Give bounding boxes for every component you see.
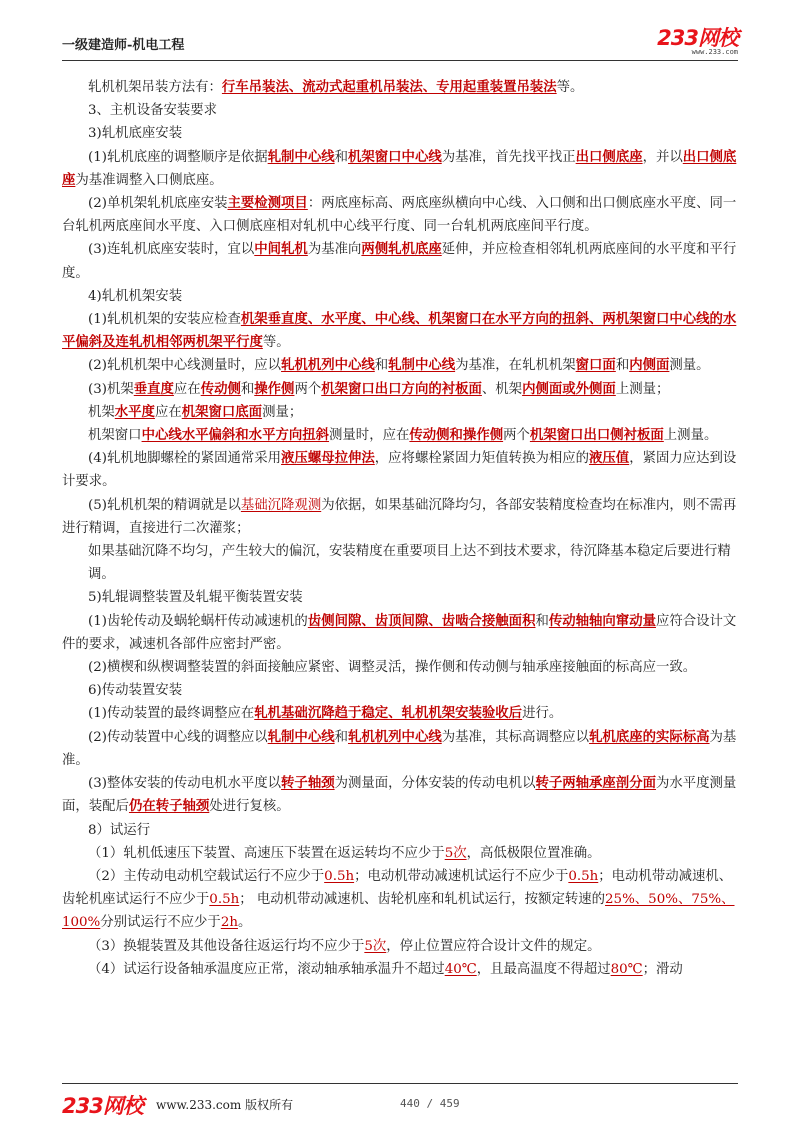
key-term: 传动侧 (200, 380, 241, 397)
text-run: 为基准，在轧机机架 (455, 358, 576, 374)
key-term: 齿侧间隙、齿顶间隙、齿啮合接触面积 (307, 612, 536, 629)
paragraph (62, 772, 742, 818)
text-run: ，且最高温度不得超过 (476, 961, 611, 977)
text-run: 延伸，并应检查相邻轧机两底座间的水平度和平行度。 (62, 242, 737, 281)
text-run: 5)轧辊调整装置及轧辊平衡装置安装 (88, 590, 303, 606)
text-run: 为依据，如果基础沉降均匀，各部安装精度检查均在标准内，则不需再进行精调，直接进行二次灌浆； (62, 497, 737, 536)
text-run: (5)轧机机架的精调就是以 (88, 497, 241, 513)
text-run: （3）换辊装置及其他设备往返运行均不应少于 (88, 938, 365, 954)
key-term: 出口侧底座 (575, 148, 643, 165)
key-term: 轧制中心线 (388, 357, 456, 374)
key-term: 5次 (444, 845, 467, 861)
footer-logo[interactable]: 233网校 (62, 1094, 143, 1118)
text-run: 4)轧机机架安装 (88, 288, 183, 304)
text-run: (4)轧机地脚螺栓的紧固通常采用 (88, 451, 282, 467)
key-term: 垂直度 (133, 380, 174, 397)
key-term: 80℃ (610, 961, 643, 977)
paragraph (62, 192, 742, 238)
header-divider (62, 60, 738, 61)
text-run: (3)机架 (88, 381, 134, 397)
key-term: 25%、50%、75%、100% (62, 892, 735, 931)
text-run: 两个 (503, 428, 530, 444)
key-term: 机架窗口底面 (181, 403, 263, 420)
paragraph (88, 819, 742, 842)
text-run: 和 (334, 149, 348, 165)
key-term: 机架窗口出口方向的衬板面 (321, 380, 482, 397)
paragraph (88, 842, 742, 865)
text-run: (1)传动装置的最终调整应在 (88, 706, 255, 722)
key-term: 轧制中心线 (267, 148, 335, 165)
key-term: 机架垂直度、水平度、中心线、机架窗口在水平方向的扭斜、两机架窗口中心线的水平偏斜及连轧机相邻两机架平行度 (62, 311, 737, 351)
text-run: 为基准，首先找平找正 (441, 149, 576, 165)
text-run: 为基准，其标高调整应以 (441, 729, 590, 745)
text-run: 为基准。 (62, 729, 737, 768)
key-term: 传动轴轴向窜动量 (548, 612, 656, 629)
key-term: 5次 (364, 938, 387, 954)
paragraph (62, 238, 742, 284)
text-run: 等。 (262, 335, 290, 351)
key-term: 中间轧机 (254, 241, 308, 258)
text-run: 为基准调整入口侧底座。 (75, 172, 223, 188)
text-run: ：两底座标高、两底座纵横向中心线、入口侧和出口侧底座水平度、同一台轧机两底座间水平度、入口侧底座相对轧机中心线平行度、同一台轧机两底座间平行度。 (62, 196, 737, 235)
text-run: ，应将螺栓紧固力矩值转换为相应的 (374, 451, 590, 467)
text-run: ，并以 (642, 149, 683, 165)
text-run: 轧机机架吊装方法有： (88, 80, 222, 95)
paragraph (62, 308, 742, 354)
key-term: 水平度 (114, 403, 155, 420)
paragraph (62, 865, 742, 935)
text-run: 等。 (556, 80, 584, 95)
page-footer (62, 1090, 738, 1118)
text-run: 和 (240, 381, 255, 397)
paragraph (62, 726, 742, 772)
text-run: 测量。 (669, 358, 710, 374)
text-run: ； 电动机带动减速机、齿轮机座和轧机试运行，按额定转速的 (239, 892, 606, 908)
text-run: 机架窗口 (88, 428, 142, 444)
key-term: 两侧轧机底座 (361, 241, 442, 258)
key-term: 转子轴颈 (281, 775, 335, 792)
paragraph (88, 99, 742, 122)
text-run: （1）轧机低速压下装置、高速压下装置在返运转均不应少于 (88, 845, 445, 861)
text-run: 应在 (173, 381, 201, 397)
key-term: 窗口面 (575, 357, 616, 374)
brand-logo-url: www.233.com (691, 48, 738, 56)
paragraph (88, 76, 742, 99)
paragraph (88, 285, 742, 308)
key-term: 轧机底座的实际标高 (589, 728, 710, 745)
text-run: （4）试运行设备轴承温度应正常，滚动轴承轴承温升不超过 (88, 961, 445, 977)
text-run: (1)轧机机架的安装应检查 (88, 312, 241, 328)
text-run: 上测量； (615, 381, 670, 397)
key-term: 内侧面或外侧面 (522, 380, 616, 397)
text-run: 、机架 (481, 381, 523, 397)
text-run: 应符合设计文件的要求，减速机各部件应密封严密。 (62, 613, 737, 652)
paragraph (62, 958, 742, 981)
paragraph (88, 122, 742, 145)
key-term: 轧机机列中心线 (281, 357, 375, 374)
paragraph (62, 656, 742, 679)
key-term: 机架窗口出口侧衬板面 (529, 427, 664, 444)
key-term: 中心线水平偏斜和水平方向扭斜 (141, 427, 330, 444)
key-term: 40℃ (444, 961, 477, 977)
text-run: ，高低极限位置准确。 (466, 845, 601, 861)
key-term: 液压值 (589, 450, 630, 467)
text-run: ，紧固力应达到设计要求。 (62, 451, 737, 490)
text-run: 两个 (294, 381, 322, 397)
text-run: (1)轧机底座的调整顺序是依据 (88, 149, 268, 165)
text-run: (2)横楔和纵楔调整装置的斜面接触应紧密、调整灵活，操作侧和传动侧与轴承座接触面的标高应一致。 (88, 660, 697, 676)
footer-divider (62, 1083, 738, 1084)
key-term: 2h (220, 915, 238, 931)
document-body (62, 76, 742, 981)
key-term: 传动侧和操作侧 (409, 427, 504, 444)
text-run: 测量； (262, 404, 303, 420)
text-run: (3)连轧机底座安装时，宜以 (88, 242, 255, 258)
brand-logo[interactable] (657, 28, 738, 56)
text-run: 分别试运行不应少于 (100, 915, 221, 931)
key-term: 0.5h (568, 868, 599, 884)
key-term: 轧制中心线 (267, 728, 335, 745)
paragraph (62, 494, 742, 540)
text-run: (2)传动装置中心线的调整应以 (88, 729, 268, 745)
text-run: 。 (237, 915, 252, 931)
text-run: ；电动机带动减速机、齿轮机座试运行不应少于 (62, 868, 733, 908)
key-term: 内侧面 (629, 357, 670, 374)
brand-logo-text: 233网校 (657, 26, 738, 50)
text-run: 上测量。 (663, 428, 718, 444)
page-number: 440 / 459 (400, 1097, 460, 1110)
text-run: 3)轧机底座安装 (88, 126, 183, 142)
text-run: 8）试运行 (88, 822, 151, 838)
text-run: 和 (535, 613, 549, 629)
text-run: ；电动机带动减速机试运行不应少于 (354, 868, 569, 884)
text-run: (1)齿轮传动及蜗轮蜗杆传动减速机的 (88, 613, 308, 629)
paragraph (62, 354, 742, 377)
text-run: ，停止位置应符合设计文件的规定。 (386, 938, 601, 954)
paragraph (62, 146, 742, 192)
text-run: 如果基础沉降不均匀，产生较大的偏沉，安装精度在重要项目上达不到技术要求，待沉降基本稳定后要进行精调。 (88, 544, 731, 583)
text-run: 应在 (154, 404, 182, 420)
paragraph (62, 610, 742, 656)
text-run: (2)轧机机架中心线测量时，应以 (88, 358, 282, 374)
text-run: 处进行复核。 (209, 799, 290, 815)
paragraph (62, 702, 742, 725)
text-run: 和 (374, 358, 389, 374)
text-run: (3)整体安装的传动电机水平度以 (88, 776, 282, 792)
paragraph (62, 447, 742, 493)
key-term: 行车吊装法、流动式起重机吊装法、专用起重装置吊装法 (221, 79, 557, 95)
text-run: 为水平度测量面，装配后 (62, 776, 737, 815)
text-run: 机架 (88, 404, 115, 420)
text-run: ；滑动 (642, 961, 683, 977)
key-term: 仍在转子轴颈 (128, 798, 210, 815)
text-run: 测量时，应在 (329, 428, 410, 444)
key-term: 0.5h (209, 892, 240, 908)
paragraph (62, 378, 742, 401)
text-run: 为基准向 (307, 242, 362, 258)
key-term: 出口侧底座 (62, 148, 737, 188)
text-run: 和 (615, 358, 630, 374)
key-term: 轧机基础沉降趋于稳定、轧机机架安装验收后 (254, 705, 523, 722)
text-run: 和 (334, 729, 348, 745)
key-term: 液压螺母拉伸法 (281, 450, 375, 467)
key-term: 轧机机列中心线 (348, 728, 442, 745)
footer-copyright: www.233.com 版权所有 (156, 1098, 294, 1112)
paragraph (88, 586, 742, 609)
paragraph (88, 540, 742, 586)
text-run: 为测量面，分体安装的传动电机以 (334, 776, 536, 792)
text-run: 进行。 (522, 706, 563, 722)
text-run: (2)单机架轧机底座安装 (88, 196, 228, 212)
key-term: 主要检测项目 (227, 195, 308, 212)
text-run: （2）主传动电动机空载试运行不应少于 (88, 868, 325, 884)
key-term: 操作侧 (254, 380, 295, 397)
page-header (62, 28, 738, 58)
key-term: 转子两轴承座剖分面 (535, 775, 656, 792)
paragraph (88, 679, 742, 702)
key-term: 机架窗口中心线 (348, 148, 442, 165)
key-term: 0.5h (324, 868, 355, 884)
paragraph (88, 935, 742, 958)
key-term: 基础沉降观测 (240, 497, 322, 513)
paragraph (88, 401, 742, 424)
document-title: 一级建造师-机电工程 (62, 38, 185, 53)
text-run: 3、主机设备安装要求 (88, 103, 218, 119)
text-run: 6)传动装置安装 (88, 683, 183, 699)
paragraph (88, 424, 742, 447)
